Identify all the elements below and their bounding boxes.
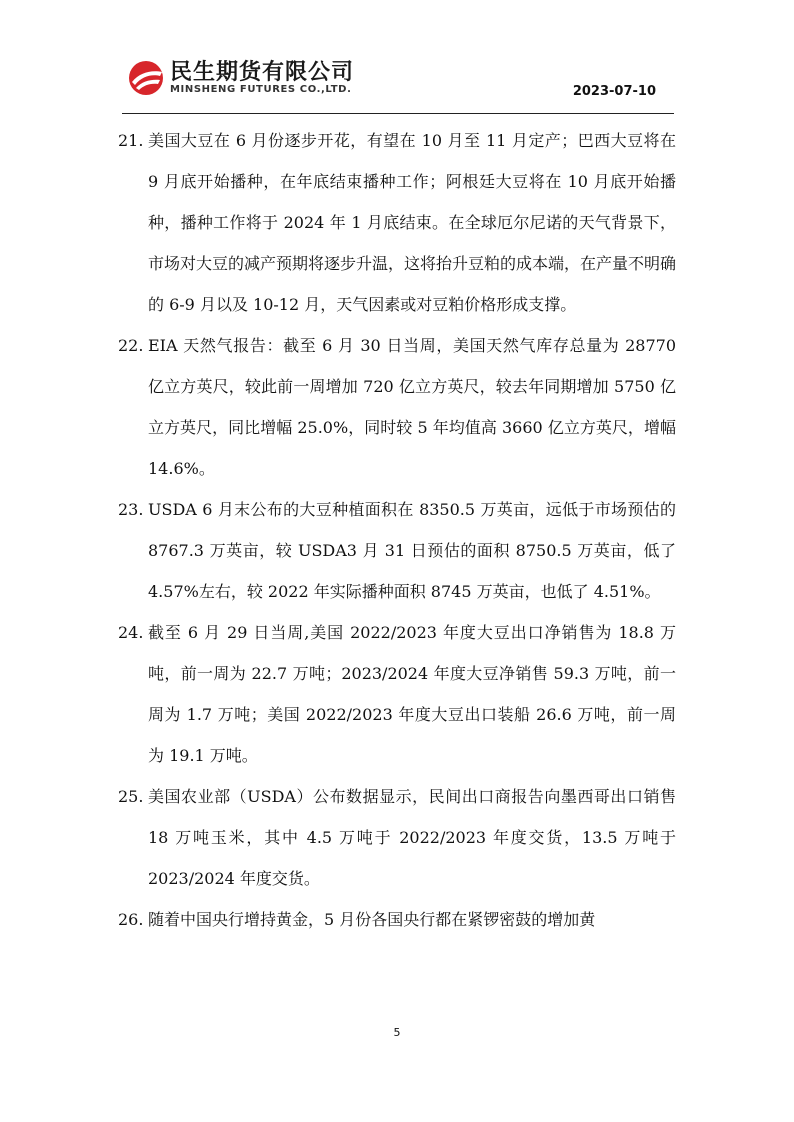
news-item-24: [118, 612, 676, 776]
news-list: [118, 120, 676, 940]
item-number: 22.: [118, 336, 144, 355]
page-number: 5: [393, 1026, 401, 1039]
item-number: 24.: [118, 623, 144, 642]
item-number: 21.: [118, 131, 144, 150]
report-date: 2023-07-10: [572, 84, 656, 99]
company-name-cn: 民生期货有限公司: [170, 60, 355, 85]
item-text: 美国大豆在 6 月份逐步开花，有望在 10 月至 11 月定产；巴西大豆将在 9 月底开始播种，在年底结束播种工作；阿根廷大豆将在 10 月底开始播种，播种工作将于 2024 年 1 月底结束。在全球厄尔尼诺的天气背景下，市场对大豆的减产预期将逐步升温，这将抬升豆粕的成本端，在产量不明确的 6-9 月以及 10-12 月，天气因素或对豆粕价格形成支撑。: [148, 131, 677, 314]
news-item-26: [118, 899, 676, 940]
news-item-22: [118, 325, 676, 489]
item-number: 23.: [118, 500, 144, 519]
company-name-en: MINSHENG FUTURES CO.,LTD.: [170, 84, 352, 95]
item-text: 美国农业部（USDA）公布数据显示，民间出口商报告向墨西哥出口销售 18 万吨玉米，其中 4.5 万吨于 2022/2023 年度交货，13.5 万吨于 2023/2024 年度交货。: [148, 787, 676, 888]
news-item-21: [118, 120, 676, 325]
news-item-25: [118, 776, 676, 899]
item-text: EIA 天然气报告：截至 6 月 30 日当周，美国天然气库存总量为 28770 亿立方英尺，较此前一周增加 720 亿立方英尺，较去年同期增加 5750 亿立方英尺，同比增幅 25.0%，同时较 5 年均值高 3660 亿立方英尺，增幅 14.6%。: [148, 336, 676, 478]
news-item-23: [118, 489, 676, 612]
item-text: 随着中国央行增持黄金，5 月份各国央行都在紧锣密鼓的增加黄: [148, 910, 596, 929]
item-text: 截至 6 月 29 日当周,美国 2022/2023 年度大豆出口净销售为 18.8 万吨，前一周为 22.7 万吨；2023/2024 年度大豆净销售 59.3 万吨，前一周为 1.7 万吨；美国 2022/2023 年度大豆出口装船 26.6 万吨，前一周为 19.1 万吨。: [148, 623, 676, 765]
page-header: [122, 52, 674, 114]
minsheng-logo-icon: [126, 58, 166, 98]
item-number: 26.: [118, 910, 144, 929]
header-divider: [122, 113, 674, 114]
item-number: 25.: [118, 787, 144, 806]
item-text: USDA 6 月末公布的大豆种植面积在 8350.5 万英亩，远低于市场预估的 8767.3 万英亩，较 USDA3 月 31 日预估的面积 8750.5 万英亩，低了 4.57%左右，较 2022 年实际播种面积 8745 万英亩，也低了 4.51%。: [148, 500, 676, 601]
